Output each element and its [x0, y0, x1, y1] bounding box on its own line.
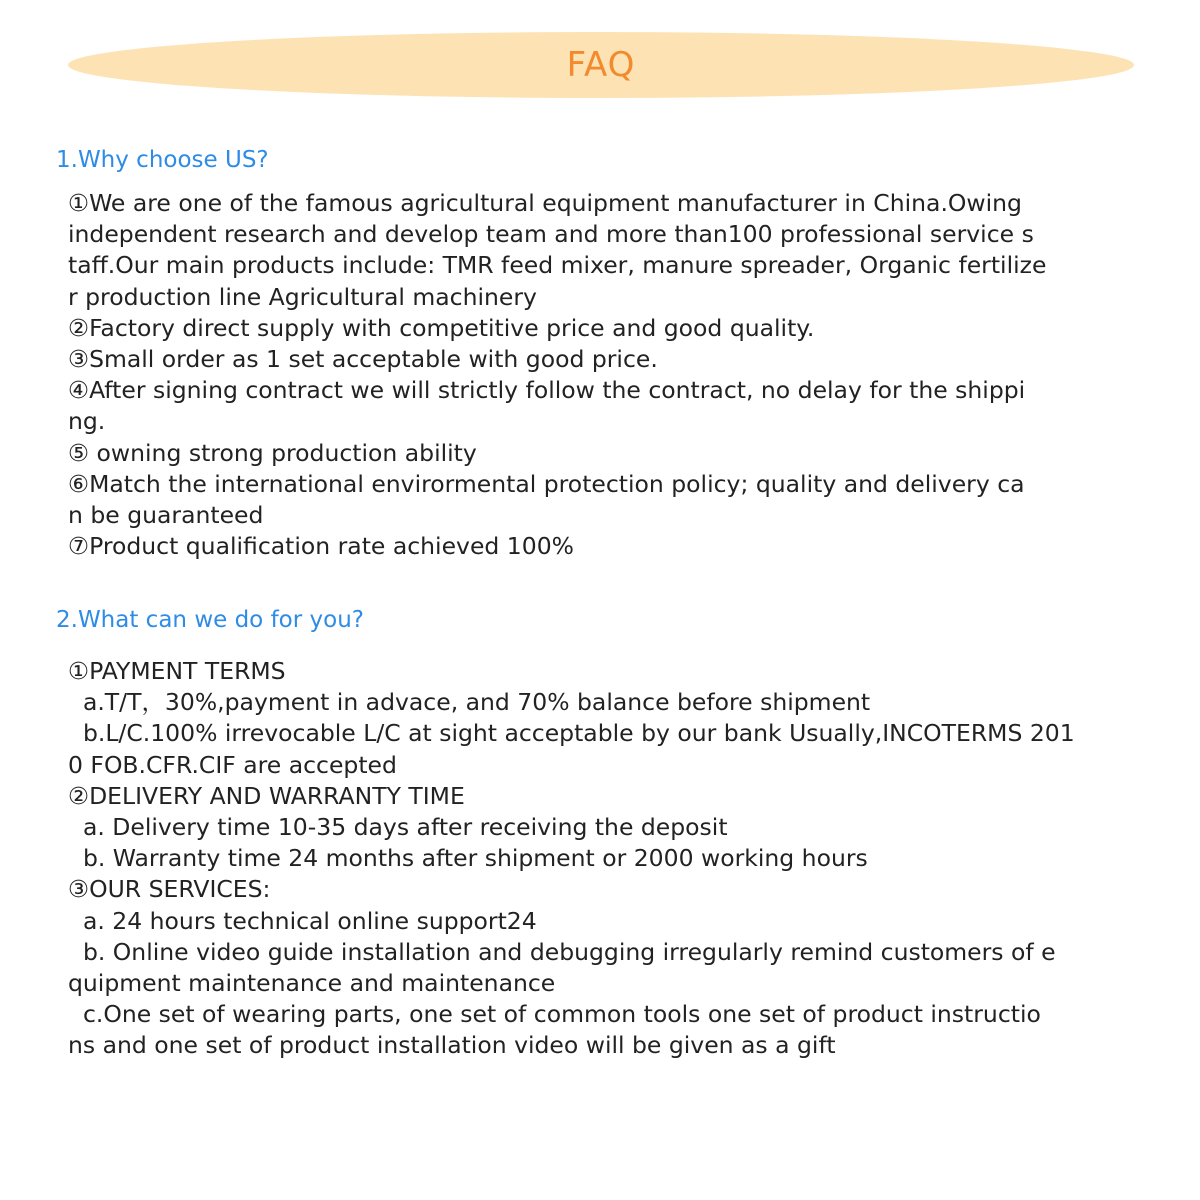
text-line: n be guaranteed: [68, 501, 264, 530]
text-line: a. Delivery time 10-35 days after receiving the deposit: [68, 813, 728, 842]
section-heading-what-can-we-do: 2.What can we do for you?: [56, 607, 364, 633]
text-line: ⑥Match the international envirormental protection policy; quality and delivery ca: [68, 469, 1025, 498]
text-line: b. Online video guide installation and debugging irregularly remind customers of e: [68, 937, 1056, 966]
text-line: ②DELIVERY AND WARRANTY TIME: [68, 781, 465, 810]
text-line: ng.: [68, 407, 106, 436]
text-line: independent research and develop team and more than100 professional service s: [68, 220, 1034, 249]
text-line: ns and one set of product installation video will be given as a gift: [68, 1031, 836, 1060]
text-line: b.L/C.100% irrevocable L/C at sight acceptable by our bank Usually,INCOTERMS 201: [68, 719, 1075, 748]
text-line: a. 24 hours technical online support24: [68, 906, 537, 935]
what-can-we-do-text: [68, 656, 1128, 1062]
text-line: ③Small order as 1 set acceptable with good price.: [68, 345, 658, 374]
text-line: ⑦Product qualification rate achieved 100%: [68, 532, 574, 561]
text-line: ④After signing contract we will strictly follow the contract, no delay for the shippi: [68, 376, 1026, 405]
text-line: ③OUR SERVICES:: [68, 875, 271, 904]
text-line: ②Factory direct supply with competitive price and good quality.: [68, 313, 815, 342]
text-line: quipment maintenance and maintenance: [68, 969, 556, 998]
text-line: a.T/T，30%,payment in advace, and 70% balance before shipment: [68, 688, 871, 717]
text-line: ①We are one of the famous agricultural equipment manufacturer in China.Owing: [68, 189, 1022, 217]
text-line: r production line Agricultural machinery: [68, 282, 537, 311]
text-line: 0 FOB.CFR.CIF are accepted: [68, 750, 397, 779]
text-line: ⑤ owning strong production ability: [68, 438, 477, 467]
text-line: ①PAYMENT TERMS: [68, 657, 286, 685]
faq-banner: [68, 32, 1134, 98]
text-line: c.One set of wearing parts, one set of common tools one set of product instructio: [68, 1000, 1041, 1029]
text-line: b. Warranty time 24 months after shipment or 2000 working hours: [68, 844, 868, 873]
text-line: taff.Our main products include: TMR feed mixer, manure spreader, Organic fertilize: [68, 251, 1047, 280]
section-heading-why-choose-us: 1.Why choose US?: [56, 147, 269, 173]
page-title: FAQ: [566, 45, 636, 85]
why-choose-us-text: [68, 188, 1128, 562]
